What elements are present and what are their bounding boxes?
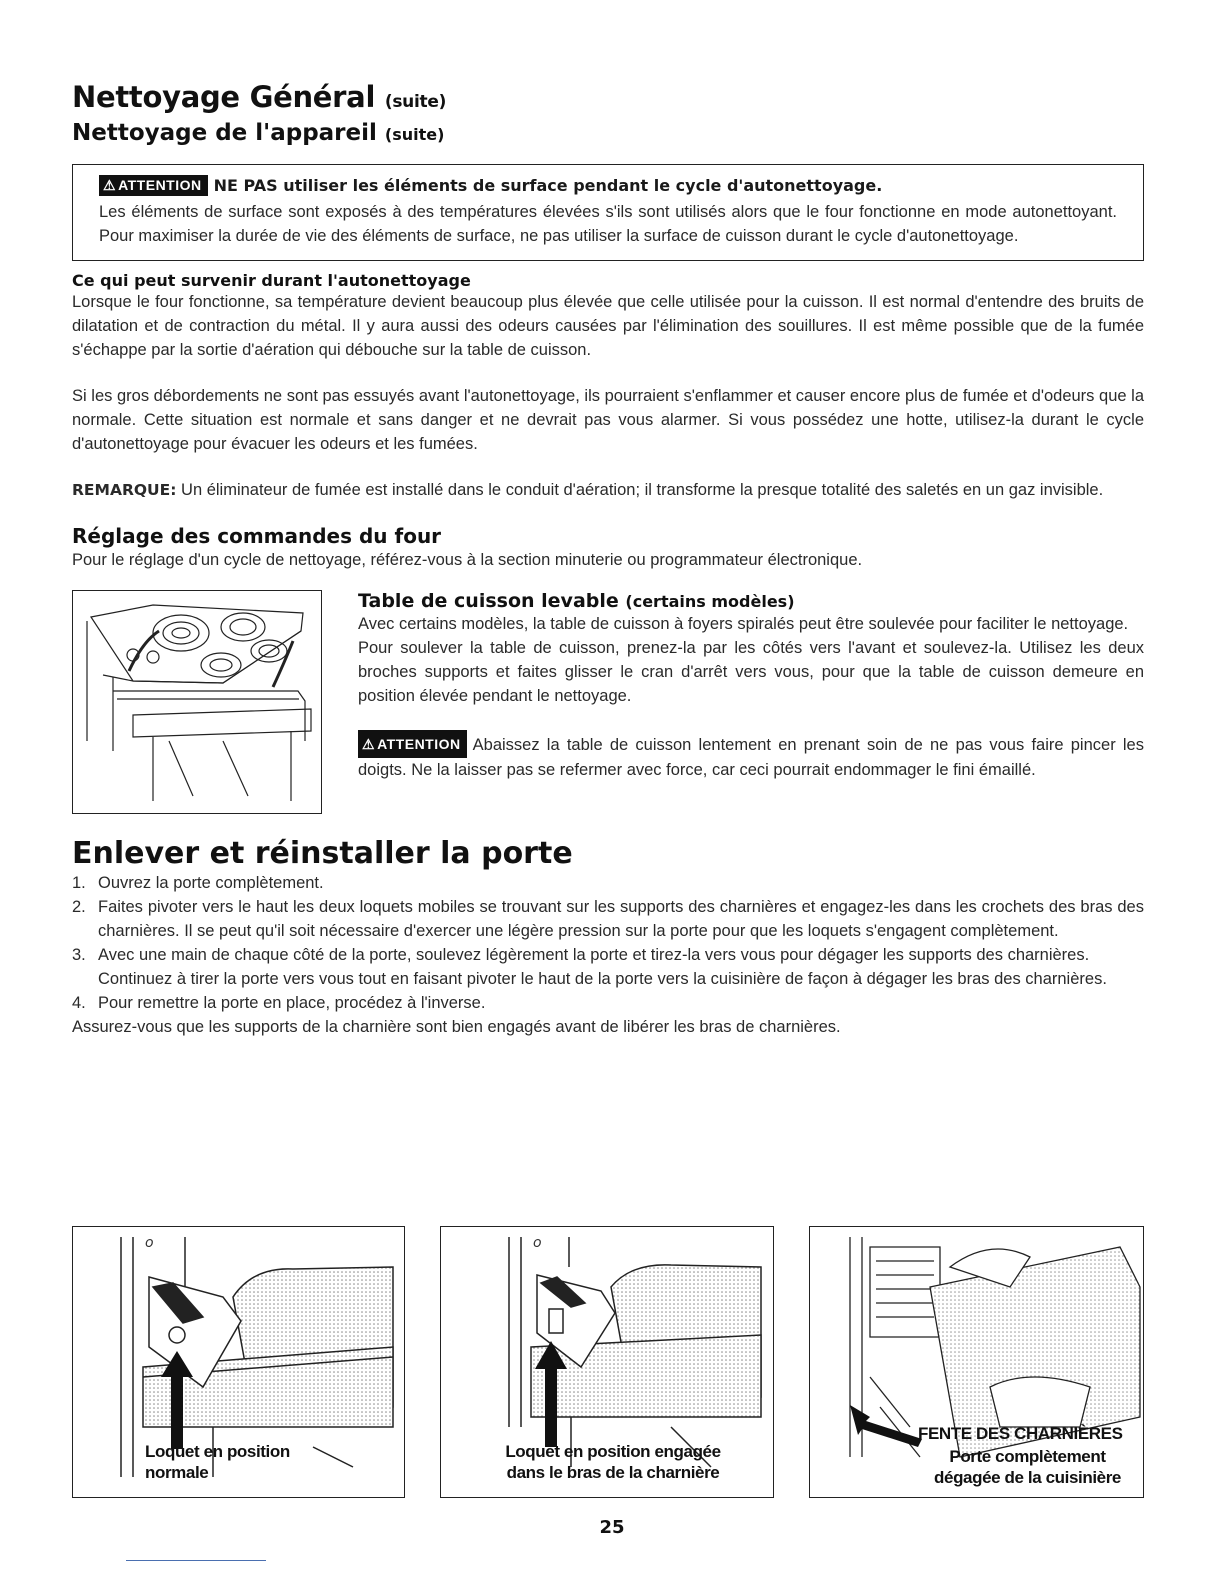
- fig2-mark: o: [533, 1235, 542, 1251]
- controls-heading: Réglage des commandes du four: [72, 524, 442, 548]
- subtitle-suffix: (suite): [384, 125, 445, 144]
- door-heading: Enlever et réinstaller la porte: [72, 836, 573, 871]
- figure-latch-engaged: [440, 1226, 774, 1498]
- door-figures: [72, 1226, 1144, 1498]
- range-lift-top-drawing: [73, 591, 320, 812]
- attention-badge: ⚠ ATTENTION: [99, 175, 208, 196]
- lift-top-paragraph-1: Avec certains modèles, la table de cuisson à foyers spiralés peut être soulevée pour faciliter le nettoyage.: [358, 615, 1129, 633]
- title-suffix: (suite): [384, 92, 447, 112]
- lift-top-heading: Table de cuisson levable (certains modèles): [358, 590, 795, 612]
- controls-text: Pour le réglage d'un cycle de nettoyage, référez-vous à la section minuterie ou programmateur électronique.: [72, 551, 863, 569]
- warning-triangle-icon: ⚠: [103, 177, 117, 193]
- surface-warning-title: ⚠ ATTENTION NE PAS utiliser les éléments de surface pendant le cycle d'autonettoyage.: [99, 175, 1117, 196]
- self-clean-paragraph-1: Lorsque le four fonctionne, sa température devient beaucoup plus élevée que celle utilisée pour la cuisson. Il est normal d'entendre des bruits de dilatation et de contraction du métal. Il y aura aussi des odeurs causées par l'élimination des souillures. Il est même possible que de la fumée s'échappe par la sortie d'aération qui débouche sur la table de cuisson.: [72, 293, 1144, 359]
- list-item: 3. Avec une main de chaque côté de la porte, soulevez légèrement la porte et tirez-la vers vous pour dégager les supports des charnières. Continuez à tirer la porte vers vous tout en faisant pivoter le haut de la porte vers la cuisinière de façon à dégager les bras des charnières.: [72, 946, 1107, 988]
- page-number: 25: [599, 1517, 625, 1538]
- lift-top-paragraph-2: Pour soulever la table de cuisson, prenez-la par les côtés vers l'avant et soulevez-la. Utilisez les deux broches supports et faites glisser le cran d'arrêt vers vous, pour que la table de cuisson demeure en position élevée pendant le nettoyage.: [358, 639, 1144, 705]
- lift-top-warning: ⚠ ATTENTION Abaissez la table de cuisson lentement en prenant soin de ne pas vous faire pincer les doigts. Ne la laisser pas se refermer avec force, car ceci pourrait endommager le fini émaillé.: [358, 730, 1144, 782]
- figure-latch-normal: [72, 1226, 405, 1498]
- fig1-label: Loquet en position normale: [145, 1442, 290, 1482]
- list-item: 2. Faites pivoter vers le haut les deux loquets mobiles se trouvant sur les supports des charnières et engagez-les dans les crochets des bras des charnières. Il se peut qu'il soit nécessaire d'exercer une légère pression sur la porte pour que les loquets s'engagent complètement.: [72, 898, 1144, 940]
- page-title: Nettoyage Général (suite): [72, 80, 447, 114]
- attention-badge: ⚠ ATTENTION: [358, 730, 467, 758]
- remarque-paragraph: REMARQUE: Un éliminateur de fumée est installé dans le conduit d'aération; il transforme la presque totalité des saletés en un gaz invisible.: [72, 481, 1104, 499]
- fig2-label: Loquet en position engagée dans le bras de la charnière: [505, 1442, 721, 1482]
- warning-triangle-icon: ⚠: [362, 736, 376, 752]
- fig1-mark: o: [145, 1235, 154, 1251]
- footer-divider: [126, 1560, 266, 1561]
- list-item: 1. Ouvrez la porte complètement.: [72, 874, 324, 892]
- lift-top-text: [358, 590, 1144, 814]
- page-content: [72, 80, 1144, 1039]
- door-steps-list: [72, 871, 1144, 1015]
- self-clean-paragraph-2: Si les gros débordements ne sont pas essuyés avant l'autonettoyage, ils pourraient s'enflammer et causer encore plus de fumée et d'odeurs que la normale. Cette situation est normale et sans danger et ne devrait pas vous alarmer. Si vous possédez une hotte, utilisez-la durant le cycle d'autonettoyage pour évacuer les odeurs et les fumées.: [72, 387, 1144, 453]
- surface-warning-text: Les éléments de surface sont exposés à des températures élevées s'ils sont utilisés alors que le four fonctionne en mode autonettoyant. Pour maximiser la durée de vie des éléments de surface, ne pas utiliser la surface de cuisson durant le cycle d'autonettoyage.: [99, 203, 1117, 245]
- lift-top-heading-suffix: (certains modèles): [625, 592, 795, 611]
- surface-warning-box: [72, 164, 1144, 261]
- remarque-label: REMARQUE:: [72, 481, 177, 499]
- lift-top-section: [72, 590, 1144, 814]
- figure-hinge-slot: [809, 1226, 1144, 1498]
- door-closing-text: Assurez-vous que les supports de la charnière sont bien engagés avant de libérer les bras de charnières.: [72, 1018, 841, 1036]
- fig3-caption: Porte complètement dégagée de la cuisinière: [934, 1447, 1121, 1487]
- fig3-label: FENTE DES CHARNIÈRES: [918, 1424, 1123, 1443]
- page-subtitle: Nettoyage de l'appareil (suite): [72, 120, 445, 146]
- lift-top-illustration: [72, 590, 322, 814]
- self-clean-heading: Ce qui peut survenir durant l'autonettoyage: [72, 271, 471, 290]
- list-item: 4. Pour remettre la porte en place, procédez à l'inverse.: [72, 994, 486, 1012]
